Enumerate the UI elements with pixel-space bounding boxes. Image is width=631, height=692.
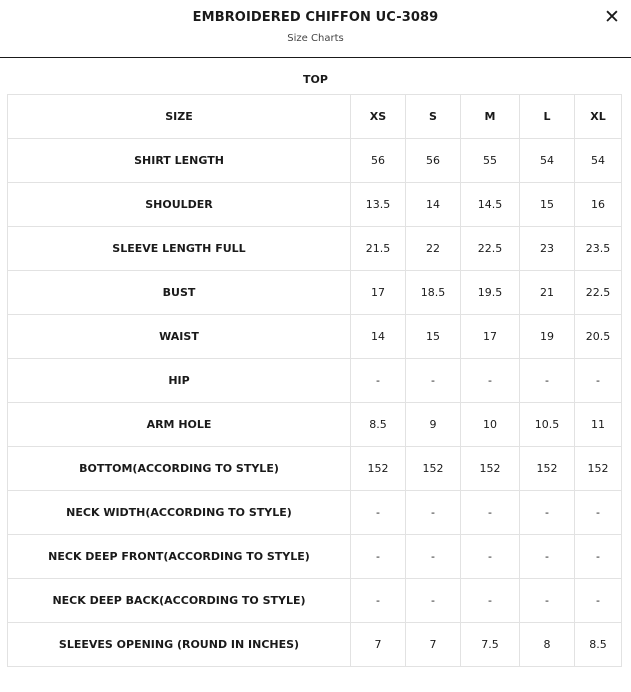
table-cell: 14.5 xyxy=(461,183,520,227)
table-cell: 19.5 xyxy=(461,271,520,315)
table-cell: 8 xyxy=(520,623,575,667)
table-cell: - xyxy=(575,579,622,623)
table-cell: 152 xyxy=(520,447,575,491)
table-cell: 10 xyxy=(461,403,520,447)
table-cell: 7 xyxy=(351,623,406,667)
table-cell: 8.5 xyxy=(575,623,622,667)
table-cell: - xyxy=(575,359,622,403)
table-cell: 54 xyxy=(575,139,622,183)
section-title: TOP xyxy=(303,73,328,86)
table-cell: 56 xyxy=(351,139,406,183)
size-chart-table xyxy=(7,94,622,667)
modal-subtitle: Size Charts xyxy=(287,33,344,44)
table-cell: 15 xyxy=(406,315,461,359)
column-header-s: S xyxy=(406,95,461,139)
column-header-size: SIZE xyxy=(8,95,351,139)
close-icon[interactable]: ✕ xyxy=(604,6,620,28)
row-label: NECK DEEP BACK(ACCORDING TO STYLE) xyxy=(8,579,351,623)
table-cell: 20.5 xyxy=(575,315,622,359)
table-cell: 8.5 xyxy=(351,403,406,447)
table-cell: 7.5 xyxy=(461,623,520,667)
table-row xyxy=(8,403,622,447)
table-cell: - xyxy=(351,579,406,623)
table-cell: - xyxy=(520,491,575,535)
table-cell: - xyxy=(406,359,461,403)
table-cell: - xyxy=(575,491,622,535)
table-cell: 152 xyxy=(461,447,520,491)
table-cell: 19 xyxy=(520,315,575,359)
row-label: ARM HOLE xyxy=(8,403,351,447)
table-cell: 7 xyxy=(406,623,461,667)
column-header-xs: XS xyxy=(351,95,406,139)
table-cell: 17 xyxy=(461,315,520,359)
table-cell: 23 xyxy=(520,227,575,271)
table-cell: - xyxy=(351,535,406,579)
modal-title: EMBROIDERED CHIFFON UC-3089 xyxy=(192,10,439,25)
modal-header xyxy=(0,0,631,58)
table-row xyxy=(8,183,622,227)
table-row xyxy=(8,271,622,315)
table-cell: 152 xyxy=(351,447,406,491)
table-cell: - xyxy=(461,491,520,535)
table-row xyxy=(8,579,622,623)
table-cell: 55 xyxy=(461,139,520,183)
table-cell: - xyxy=(406,491,461,535)
row-label: HIP xyxy=(8,359,351,403)
row-label: SLEEVES OPENING (ROUND IN INCHES) xyxy=(8,623,351,667)
table-cell: - xyxy=(406,535,461,579)
table-header-row xyxy=(8,95,622,139)
table-cell: 22.5 xyxy=(461,227,520,271)
table-cell: - xyxy=(520,359,575,403)
table-cell: - xyxy=(406,579,461,623)
table-cell: - xyxy=(520,535,575,579)
table-cell: 54 xyxy=(520,139,575,183)
table-cell: 152 xyxy=(575,447,622,491)
table-row xyxy=(8,315,622,359)
table-cell: 22 xyxy=(406,227,461,271)
row-label: NECK WIDTH(ACCORDING TO STYLE) xyxy=(8,491,351,535)
row-label: WAIST xyxy=(8,315,351,359)
table-cell: 22.5 xyxy=(575,271,622,315)
table-cell: 11 xyxy=(575,403,622,447)
table-cell: 17 xyxy=(351,271,406,315)
column-header-l: L xyxy=(520,95,575,139)
column-header-m: M xyxy=(461,95,520,139)
table-cell: - xyxy=(575,535,622,579)
table-cell: - xyxy=(461,535,520,579)
table-row xyxy=(8,227,622,271)
table-cell: 23.5 xyxy=(575,227,622,271)
table-cell: 16 xyxy=(575,183,622,227)
table-row xyxy=(8,535,622,579)
table-cell: 10.5 xyxy=(520,403,575,447)
row-label: SHIRT LENGTH xyxy=(8,139,351,183)
table-row xyxy=(8,139,622,183)
size-chart-body xyxy=(8,95,622,667)
table-row xyxy=(8,359,622,403)
table-cell: - xyxy=(520,579,575,623)
table-cell: 152 xyxy=(406,447,461,491)
table-cell: 14 xyxy=(406,183,461,227)
row-label: BOTTOM(ACCORDING TO STYLE) xyxy=(8,447,351,491)
table-cell: - xyxy=(461,579,520,623)
row-label: NECK DEEP FRONT(ACCORDING TO STYLE) xyxy=(8,535,351,579)
table-cell: - xyxy=(461,359,520,403)
table-cell: 21 xyxy=(520,271,575,315)
table-cell: 14 xyxy=(351,315,406,359)
table-cell: 18.5 xyxy=(406,271,461,315)
table-cell: 21.5 xyxy=(351,227,406,271)
row-label: SLEEVE LENGTH FULL xyxy=(8,227,351,271)
table-cell: 9 xyxy=(406,403,461,447)
table-cell: 15 xyxy=(520,183,575,227)
table-row xyxy=(8,623,622,667)
column-header-xl: XL xyxy=(575,95,622,139)
table-row xyxy=(8,447,622,491)
table-cell: 13.5 xyxy=(351,183,406,227)
row-label: SHOULDER xyxy=(8,183,351,227)
table-cell: - xyxy=(351,359,406,403)
table-cell: - xyxy=(351,491,406,535)
table-row xyxy=(8,491,622,535)
table-cell: 56 xyxy=(406,139,461,183)
row-label: BUST xyxy=(8,271,351,315)
